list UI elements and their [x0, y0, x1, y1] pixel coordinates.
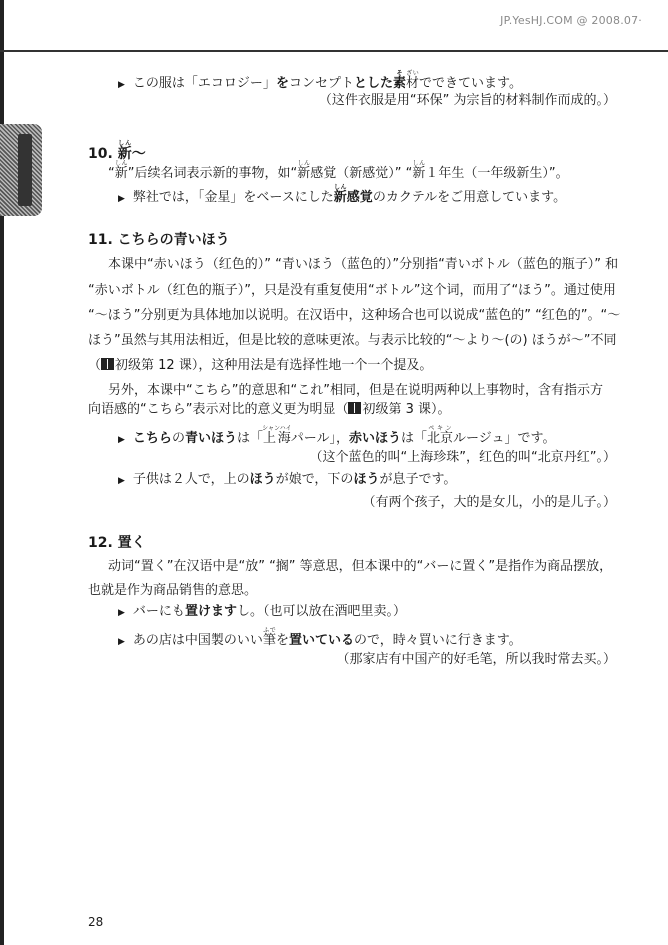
- example-sentence: [118, 425, 555, 448]
- ruby-word: [412, 160, 426, 181]
- book-reference-icon: [101, 358, 114, 370]
- paragraph-line: [108, 559, 612, 575]
- text: ～: [131, 146, 146, 162]
- bold-text: 感覚: [346, 190, 373, 205]
- ruby-base: 新: [297, 166, 311, 181]
- text: 子供は２人で，上の: [132, 472, 250, 487]
- text: 初级第 3 课）。: [362, 402, 451, 417]
- text: を: [275, 633, 289, 648]
- annotated-text: [297, 160, 311, 181]
- furigana: ふで: [262, 627, 276, 634]
- example-sentence: [118, 472, 456, 489]
- ruby-base: 北京: [427, 431, 454, 446]
- example-sentence: [118, 184, 566, 207]
- text: あの店は中国製のいい: [132, 633, 263, 648]
- text: バーにも: [132, 604, 185, 619]
- bold-text: 青いほう: [184, 431, 237, 446]
- bold-text: 置いている: [288, 633, 354, 648]
- bullet-triangle-icon: ▶: [118, 608, 125, 618]
- text: 10.: [88, 146, 118, 162]
- ruby-base: 新: [333, 190, 347, 205]
- text: （: [88, 358, 102, 373]
- bullet-triangle-icon: ▶: [118, 435, 125, 445]
- paragraph-line: [88, 583, 257, 599]
- text: （这件衣服是用“环保” 为宗旨的材料制作而成的。）: [318, 93, 616, 108]
- annotated-text: [392, 70, 406, 91]
- text: が娘で，下の: [275, 472, 354, 487]
- text: は「: [236, 431, 263, 446]
- header-rule: [0, 50, 668, 52]
- watermark: JP.YesHJ.COM @ 2008.07·: [500, 14, 642, 27]
- section-heading: [88, 535, 146, 551]
- bullet-triangle-icon: ▶: [118, 80, 125, 90]
- text: “: [108, 166, 115, 181]
- text: 也就是作为商品销售的意思。: [88, 583, 258, 598]
- ruby-word: [392, 70, 406, 91]
- paragraph-line: [88, 333, 616, 349]
- furigana: しん: [333, 184, 347, 191]
- text: 12. 置く: [88, 535, 146, 551]
- text: ”后续名词表示新的事物，如“: [127, 166, 298, 181]
- text: パール」，: [290, 431, 349, 446]
- book-reference-icon: [348, 402, 361, 414]
- text: 向语感的“こちら”表示对比的意义更为明显（: [88, 402, 349, 417]
- bullet-triangle-icon: ▶: [118, 637, 125, 647]
- example-translation: [362, 495, 616, 511]
- ruby-word: [406, 70, 420, 91]
- chapter-tab-label: [18, 134, 32, 206]
- text: が息子です。: [379, 472, 457, 487]
- text: １年生（一年级新生）”。: [425, 166, 569, 181]
- section-heading: [88, 140, 146, 162]
- ruby-word: [297, 160, 311, 181]
- bold-text: とした: [353, 76, 393, 91]
- example-sentence: [118, 604, 406, 621]
- text: し。（也可以放在酒吧里卖。）: [236, 604, 406, 619]
- text: 另外，本课中“こちら”的意思和“これ”相同，但是在说明两种以上事物时，含有指示方: [108, 383, 603, 398]
- bullet-triangle-icon: ▶: [118, 476, 125, 486]
- page-number: 28: [88, 915, 104, 929]
- furigana: シャンハイ: [262, 425, 292, 432]
- ruby-base: 新: [114, 166, 128, 181]
- annotated-text: [406, 70, 420, 91]
- text: は「: [401, 431, 428, 446]
- annotated-text: [262, 425, 292, 446]
- paragraph-line: [88, 283, 616, 299]
- furigana: しん: [117, 140, 132, 147]
- ruby-base: 上海: [262, 431, 292, 446]
- text: の: [171, 431, 185, 446]
- bullet-triangle-icon: ▶: [118, 194, 125, 204]
- furigana: しん: [114, 160, 128, 167]
- ruby-word: [427, 425, 454, 446]
- ruby-word: [262, 425, 292, 446]
- ruby-base: 材: [406, 76, 420, 91]
- annotated-text: [333, 184, 347, 205]
- text: 动词“置く”在汉语中是“放” “搁” 等意思，但本课中的“バーに置く”是指作为商品摆放，: [108, 559, 613, 574]
- ruby-base: 新: [412, 166, 426, 181]
- paragraph-line: [88, 402, 451, 418]
- paragraph-line: [88, 308, 620, 324]
- example-sentence: [118, 627, 522, 650]
- text: でできています。: [419, 76, 522, 91]
- text: のカクテルをご用意しています。: [372, 190, 567, 205]
- ruby-word: [262, 627, 276, 648]
- paragraph-line: [88, 358, 432, 374]
- paragraph-line: [108, 160, 569, 182]
- example-translation: [319, 93, 616, 109]
- text: （这个蓝色的叫“上海珍珠”，红色的叫“北京丹红”。）: [309, 450, 616, 465]
- bold-text: こちら: [132, 431, 172, 446]
- ruby-base: 筆: [262, 633, 276, 648]
- section-heading: [88, 232, 230, 248]
- chapter-side-tab: [0, 124, 42, 216]
- bold-text: ほう: [249, 472, 276, 487]
- bold-text: ほう: [353, 472, 380, 487]
- ruby-base: 新: [117, 146, 132, 162]
- bold-text: を: [275, 76, 289, 91]
- ruby-word: [333, 184, 347, 205]
- text: 11. こちらの青いほう: [88, 232, 230, 248]
- example-translation: [310, 450, 616, 466]
- paragraph-line: [108, 383, 603, 399]
- text: “～ほう”分别更为具体地加以说明。在汉语中，这种场合也可以说成“蓝色的” “红色的”。“～: [88, 308, 621, 323]
- text: 初级第 12 课），这种用法是有选择性地一个一个提及。: [115, 358, 433, 373]
- bold-text: 置けます: [184, 604, 237, 619]
- furigana: そ: [392, 70, 406, 77]
- text: “赤いボトル（红色的瓶子）”，只是没有重复使用“ボトル”这个词，而用了“ほう”。通过使用: [88, 283, 616, 298]
- text: ので，時々買いに行きます。: [353, 633, 522, 648]
- text: （有两个孩子，大的是女儿，小的是儿子。）: [362, 495, 616, 510]
- text: ルージュ」です。: [453, 431, 556, 446]
- text: 感覚（新感觉）” “: [310, 166, 413, 181]
- paragraph-line: [108, 257, 618, 273]
- annotated-text: [412, 160, 426, 181]
- example-translation: [336, 652, 616, 668]
- bold-text: 赤いほう: [348, 431, 401, 446]
- furigana: しん: [412, 160, 426, 167]
- text: 本课中“赤いほう（红色的）” “青いほう（蓝色的）”分别指“青いボトル（蓝色的瓶子）” 和: [108, 257, 619, 272]
- furigana: ペキン: [427, 425, 454, 432]
- annotated-text: [114, 160, 128, 181]
- text: この服は「エコロジー」: [132, 76, 276, 91]
- furigana: しん: [297, 160, 311, 167]
- text: 弊社では，「金星」をベースにした: [132, 190, 334, 205]
- text: （那家店有中国产的好毛笔，所以我时常去买。）: [336, 652, 616, 667]
- annotated-text: [262, 627, 276, 648]
- annotated-text: [427, 425, 454, 446]
- text: コンセプト: [288, 76, 354, 91]
- ruby-base: 素: [392, 76, 406, 91]
- ruby-word: [114, 160, 128, 181]
- text: ほう”虽然与其用法相近，但是比较的意味更浓。与表示比较的“～より～(の) ほうが～”不同: [88, 333, 617, 348]
- example-sentence: [118, 70, 522, 93]
- furigana: ざい: [406, 70, 420, 77]
